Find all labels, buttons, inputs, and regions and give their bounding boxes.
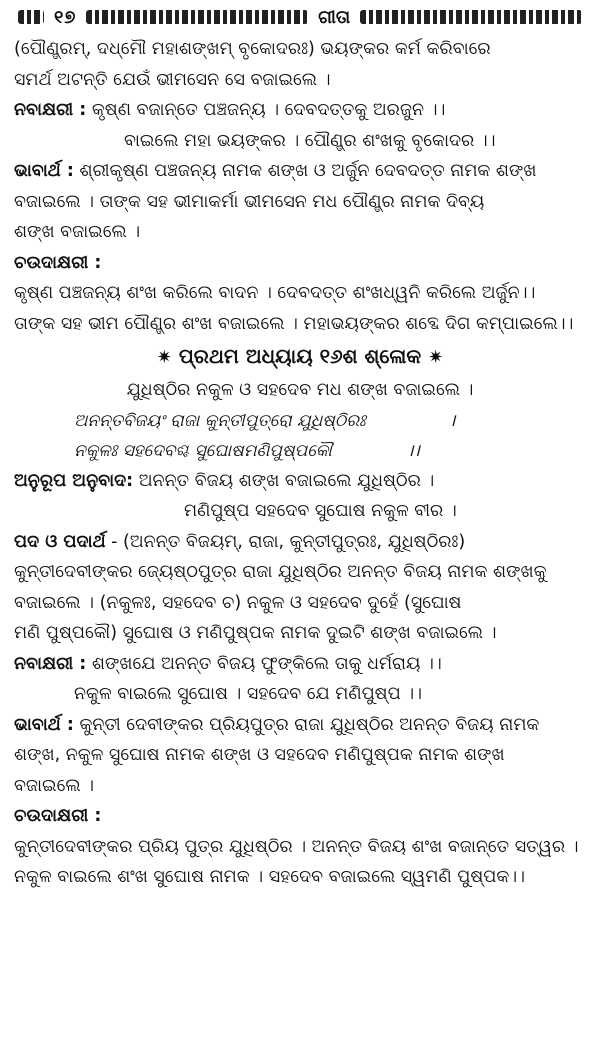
section-label: ପଦ ଓ ପଦାର୍ଥ — [14, 531, 106, 552]
text-line: ମଣି ପୁଷ୍ପକୌ) ସୁଘୋଷ ଓ ମଣିପୁଷ୍ପକ ନାମକ ଦୁଇଟି ଶଙ୍ଖ ବଜାଇଲେ । — [14, 623, 497, 643]
text-line: ବଜାଇଲେ । ତାଙ୍କ ସହ ଭୀମାକର୍ମା ଭୀମସେନ ମଧ ପୌଣ୍ଡ୍ର ନାମକ ଦିବ୍ୟ — [14, 191, 485, 212]
text-line: ଶଙ୍ଖ ବଜାଇଲେ । — [14, 222, 141, 242]
text-line: କୁନ୍ତୀଦେବୀଙ୍କର ଜ୍ୟେଷ୍ଠପୁତ୍ର ରାଜା ଯୁଧିଷ୍ଠିର ଅନନ୍ତ ବିଜୟ ନାମକ ଶଙ୍ଖକୁ — [14, 562, 547, 582]
text-line — [14, 710, 586, 741]
running-title: ଗୀତା — [318, 6, 351, 28]
paragraph-text: ଅନନ୍ତ ବିଜୟ ଶଙ୍ଖ ବଜାଇଲେ ଯୁଧିଷ୍ଠିର । — [138, 470, 435, 491]
text-line: ନକୁଳ ବାଇଲେ ଶଂଖ ସୁଘୋଷ ନାମକ । ସହଦେବ ବଜାଇଲେ ସ୍ୱମଣି ପୁଷ୍ପକ।। — [14, 867, 526, 887]
page-number: ୧୭ — [54, 6, 77, 28]
verse-text: ନକୁଳଃ ସହଦେବଶ୍ଚ ସୁଘୋଷମଣିପୁଷ୍ପକୌ — [74, 440, 332, 461]
section-label: ନବାକ୍ଷରୀ : — [14, 100, 87, 120]
text-line — [14, 649, 586, 680]
section-label: ଚଉଦାକ୍ଷରୀ : — [14, 806, 102, 826]
sanskrit-verse — [14, 436, 586, 466]
text-line: କୃଷ୍ଣ ପଞ୍ଚଜନ୍ୟ ଶଂଖ କରିଲେ ବାଦନ । ଦେବଦତ୍ତ ଶଂଖଧ୍ୱନି କରିଲେ ଅର୍ଜୁନ।। — [14, 283, 536, 303]
section-label: ଚଉଦାକ୍ଷରୀ : — [14, 252, 102, 273]
text-line: ମଣିପୁଷ୍ପ ସହଦେବ ସୁଘୋଷ ନକୁଳ ବୀର । — [184, 501, 457, 521]
text-line: ବଜାଇଲେ । (ନକୁଳଃ, ସହଦେବ ଚ) ନକୁଳ ଓ ସହଦେବ ଦୁହେଁ (ସୁଘୋଷ — [14, 592, 462, 613]
sloka-heading — [14, 339, 586, 375]
text-line: କୁନ୍ତୀଦେବୀଙ୍କର ପ୍ରିୟ ପୁତ୍ର ଯୁଧିଷ୍ଠିର । ଅନନ୍ତ ବିଜୟ ଶଂଖ ବଜାନ୍ତେ ସତ୍ୱର । — [14, 836, 579, 857]
verse-text: କୃଷ୍ଣ ବଜାନ୍ତେ ପଞ୍ଚଜନ୍ୟ । ଦେବଦତ୍ତକୁ ଅରଜୁନ ।। — [91, 100, 446, 120]
header-ornament — [86, 10, 308, 24]
section-label: ନବାକ୍ଷରୀ : — [14, 653, 87, 674]
page-header — [14, 0, 586, 34]
text-line: ବାଇଲେ ମହା ଭୟଙ୍କର । ପୌଣ୍ଡ୍ର ଶଂଖକୁ ବୃକୋଦର ।। — [124, 130, 496, 151]
text-line: (ପୌଣ୍ଡ୍ରମ୍, ଦଧ୍ମୌ ମହାଶଙ୍ଖମ୍ ବୃକୋଦରଃ) ଭୟଙ୍କର କର୍ମ କରିବାରେ — [14, 39, 491, 59]
text-line: ନକୁଳ ବାଇଲେ ସୁଘୋଷ । ସହଦେବ ଯେ ମଣିପୁଷ୍ପ ।। — [74, 684, 422, 704]
text-line — [14, 95, 586, 126]
text-line: ତାଙ୍କ ସହ ଭୀମ ପୌଣ୍ଡ୍ର ଶଂଖ ବଜାଇଲେ । ମହାଭୟଙ୍କର ଶବ୍ଦେ ଦିଗ କମ୍ପାଇଲେ।। — [14, 313, 574, 334]
paragraph-text: ଶ୍ରୀକୃଷ୍ଣ ପଞ୍ଚଜନ୍ୟ ନାମକ ଶଙ୍ଖ ଓ ଅର୍ଜୁନ ଦେବଦତ୍ତ ନାମକ ଶଙ୍ଖ — [79, 161, 537, 181]
star-ornament-icon: ✷ — [428, 347, 444, 368]
header-ornament — [18, 10, 44, 24]
paragraph-text: - (ଅନନ୍ତ ବିଜୟମ୍, ରାଜା, କୁନ୍ତୀପୁତ୍ରଃ, ଯୁଧିଷ୍ଠିରଃ) — [111, 531, 466, 552]
verse-text: ଅନନ୍ତବିଜୟଂ ରାଜା କୁନ୍ତୀପୁତ୍ରୋ ଯୁଧିଷ୍ଠିରଃ — [74, 410, 366, 431]
sloka-heading-text: ପ୍ରଥମ ଅଧ୍ୟାୟ ୧୬ଶ ଶ୍ଳୋକ — [178, 344, 422, 368]
section-label: ଅନୁରୂପ ଅନୁବାଦ: — [14, 470, 134, 491]
section-label: ଭାବାର୍ଥ : — [14, 161, 74, 181]
text-line: ସମର୍ଥ ଅଟନ୍ତି ଯେଉଁ ଭୀମସେନ ସେ ବଜାଇଲେ । — [14, 69, 331, 90]
verse-text: ଶଙ୍ଖଯେ ଅନନ୍ତ ବିଜୟ ଫୁଙ୍କିଲେ ତାକୁ ଧର୍ମରାୟ ।। — [91, 653, 442, 674]
verse-end-mark: ।। — [407, 440, 421, 461]
section-label: ଭାବାର୍ଥ : — [14, 714, 74, 735]
sanskrit-verse — [14, 406, 586, 436]
text-line: ଶଙ୍ଖ, ନକୁଳ ସୁଘୋଷ ନାମକ ଶଙ୍ଖ ଓ ସହଦେବ ମଣିପୁଷ୍ପକ ନାମକ ଶଙ୍ଖ — [14, 745, 505, 765]
verse-end-mark: । — [449, 410, 456, 431]
text-line — [14, 156, 586, 187]
sloka-summary: ଯୁଧିଷ୍ଠିର ନକୁଳ ଓ ସହଦେବ ମଧ ଶଙ୍ଖ ବଜାଇଲେ । — [126, 380, 474, 400]
paragraph-text: କୁନ୍ତୀ ଦେବୀଙ୍କର ପ୍ରିୟପୁତ୍ର ରାଜା ଯୁଧିଷ୍ଠିର ଅନନ୍ତ ବିଜୟ ନାମକ — [79, 714, 540, 735]
header-ornament — [360, 10, 582, 24]
text-line — [14, 527, 586, 558]
text-line: ବଜାଇଲେ । — [14, 775, 95, 796]
text-line — [14, 466, 586, 497]
star-ornament-icon: ✷ — [156, 347, 172, 368]
